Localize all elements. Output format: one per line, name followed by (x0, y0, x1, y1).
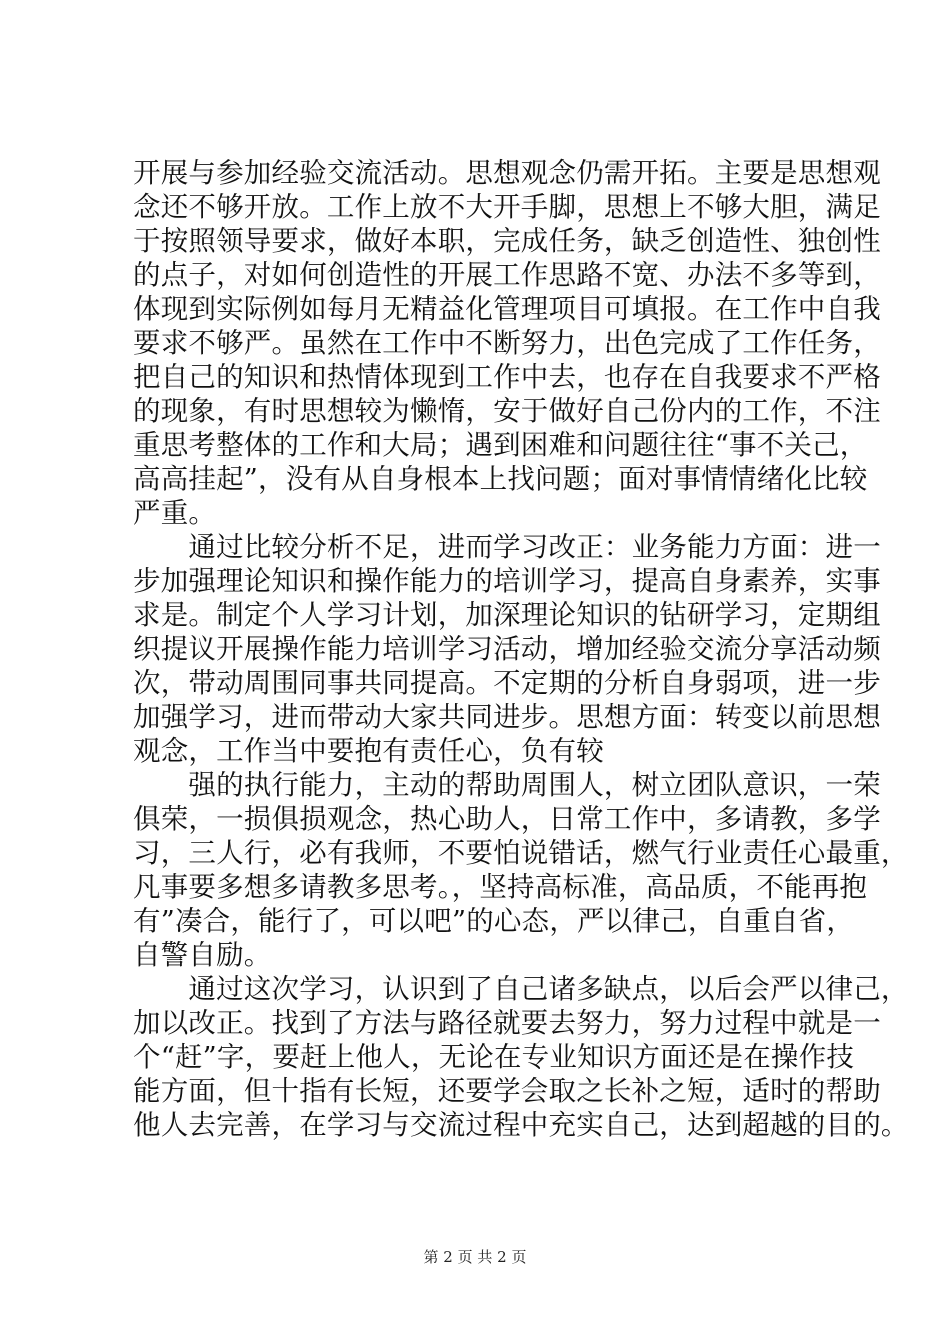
text-line: 要求不够严。虽然在工作中不断努力，出色完成了工作任务， (133, 327, 881, 359)
text-line: 通过这次学习，认识到了自己诸多缺点，以后会严以律己， (133, 973, 909, 1005)
text-line: 个“赶”字，要赶上他人，无论在专业知识方面还是在操作技 (133, 1041, 855, 1073)
document-body (133, 156, 909, 1142)
text-line: 强的执行能力，主动的帮助周围人，树立团队意识，一荣 (133, 769, 881, 801)
text-line: 体现到实际例如每月无精益化管理项目可填报。在工作中自我 (133, 293, 881, 325)
text-line: 次，带动周围同事共同提高。不定期的分析自身弱项，进一步 (133, 667, 881, 699)
text-line: 高高挂起”，没有从自身根本上找问题；面对事情情绪化比较 (133, 463, 868, 495)
text-line: 加强学习，进而带动大家共同进步。思想方面：转变以前思想 (133, 701, 881, 733)
text-line: 自警自励。 (133, 939, 272, 971)
text-line: 观念，工作当中要抱有责任心，负有较 (133, 735, 604, 767)
text-line: 他人去完善，在学习与交流过程中充实自己，达到超越的目的。 (133, 1109, 909, 1141)
text-line: 织提议开展操作能力培训学习活动，增加经验交流分享活动频 (133, 633, 881, 665)
text-line: 重思考整体的工作和大局；遇到困难和问题往往“事不关己， (133, 429, 868, 461)
text-line: 能方面，但十指有长短，还要学会取之长补之短，适时的帮助 (133, 1075, 881, 1107)
text-line: 加以改正。找到了方法与路径就要去努力，努力过程中就是一 (133, 1007, 881, 1039)
text-line: 有”凑合，能行了，可以吧”的心态，严以律己，自重自省， (133, 905, 855, 937)
text-line: 的现象，有时思想较为懒惰，安于做好自己份内的工作，不注 (133, 395, 881, 427)
text-line: 于按照领导要求，做好本职，完成任务，缺乏创造性、独创性 (133, 225, 881, 257)
text-line: 俱荣，一损俱损观念，热心助人，日常工作中，多请教，多学 (133, 803, 881, 835)
text-line: 通过比较分析不足，进而学习改正：业务能力方面：进一 (133, 531, 881, 563)
text-line: 把自己的知识和热情体现到工作中去，也存在自我要求不严格 (133, 361, 881, 393)
text-line: 求是。制定个人学习计划，加深理论知识的钻研学习，定期组 (133, 599, 881, 631)
page-number: 第 2 页 共 2 页 (423, 1248, 527, 1266)
text-line: 开展与参加经验交流活动。思想观念仍需开拓。主要是思想观 (133, 157, 881, 189)
page-footer (0, 1247, 950, 1267)
text-line: 步加强理论知识和操作能力的培训学习，提高自身素养，实事 (133, 565, 881, 597)
text-line: 严重。 (133, 497, 217, 529)
text-line: 习，三人行，必有我师，不要怕说错话，燃气行业责任心最重， (133, 837, 909, 869)
text-line: 凡事要多想多请教多思考。，坚持高标准，高品质，不能再抱 (133, 871, 868, 903)
text-line: 的点子，对如何创造性的开展工作思路不宽、办法不多等到， (133, 259, 881, 291)
text-line: 念还不够开放。工作上放不大开手脚，思想上不够大胆，满足 (133, 191, 881, 223)
